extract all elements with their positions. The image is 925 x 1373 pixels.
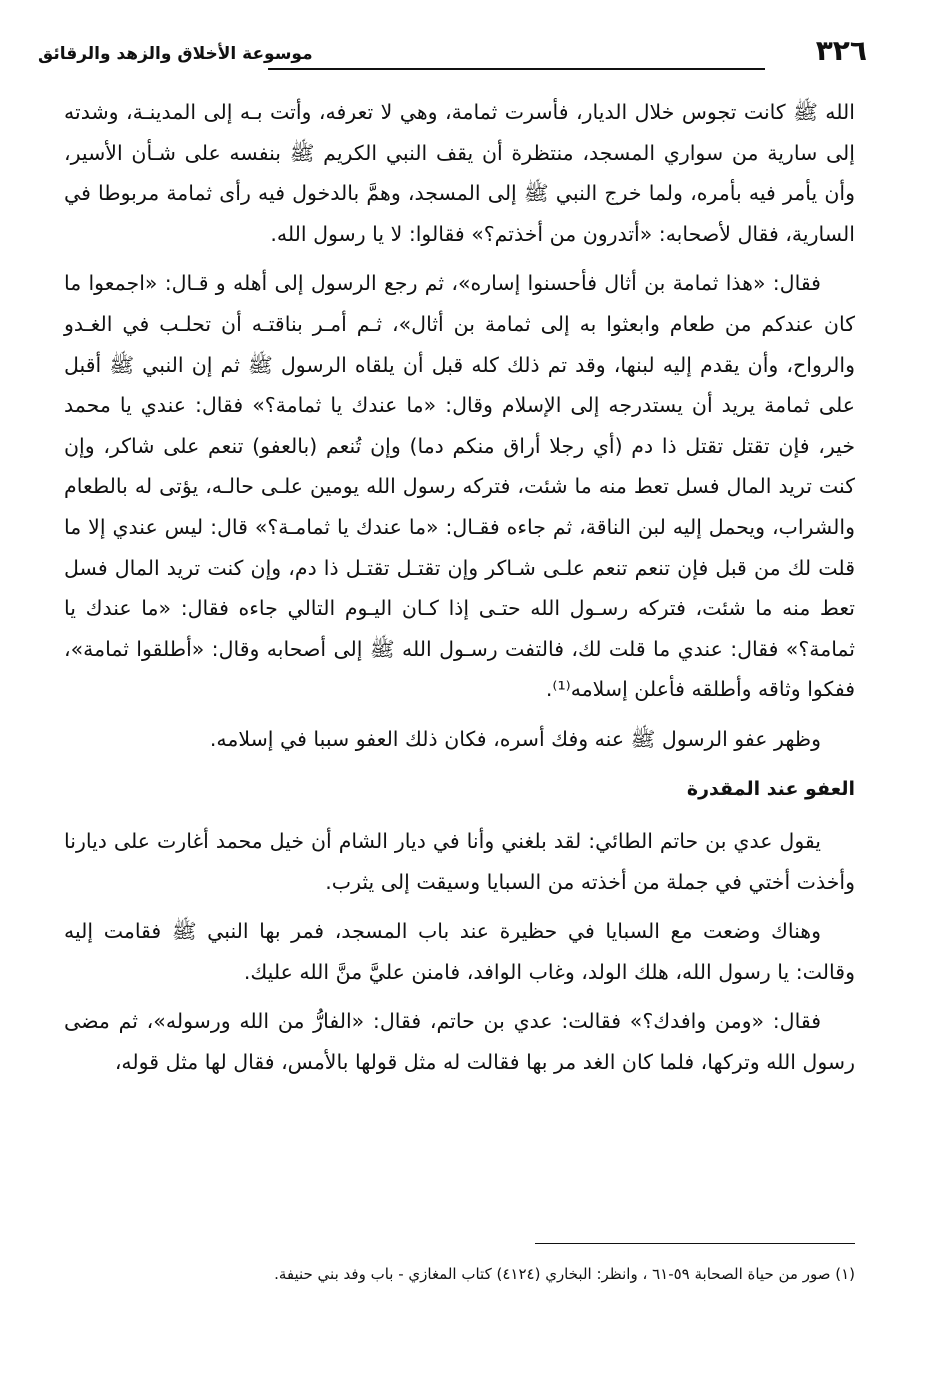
- footnote-rule: [535, 1243, 855, 1244]
- book-title: موسوعة الأخلاق والزهد والرقائق: [38, 44, 313, 64]
- paragraph-1: الله ﷺ كانت تجوس خلال الديار، فأسرت ثمامة، وهي لا تعرفه، وأتت بـه إلى المدينـة، وشدته إلى سارية من سواري المسجد، منتظرة أن يقف النبي الكريم ﷺ بنفسه على شـأن الأسير، وأن يأمر فيه بأمره، ولما خرج النبي ﷺ إلى المسجد، وهمَّ بالدخول فيه رأى ثمامة مربوطا في السارية، فقال لأصحابه: «أتدرون من أخذتم؟» فقالوا: لا يا رسول الله.: [64, 100, 855, 246]
- section-paragraph-3: فقال: «ومن وافدك؟» فقالت: عدي بن حاتم، فقال: «الفارُّ من الله ورسوله»، ثم مضى رسول الله وتركها، فلما كان الغد مر بها فقالت له مثل قولها بالأمس، فقال لها مثل قوله،: [64, 1009, 855, 1075]
- footnote: (١) صور من حياة الصحابة ٥٩-٦١ ، وانظر: البخاري (٤١٢٤) كتاب المغازي - باب وفد بني حنيفة.: [274, 1265, 855, 1283]
- section-heading: العفو عند المقدرة: [686, 777, 855, 800]
- header-rule: [268, 68, 765, 70]
- paragraph-3: وظهر عفو الرسول ﷺ عنه وفك أسره، فكان ذلك العفو سببا في إسلامه.: [209, 726, 821, 751]
- section-paragraph-2: وهناك وضعت مع السبايا في حظيرة عند باب المسجد، فمر بها النبي ﷺ فقامت إليه وقالت: يا رسول الله، هلك الولد، وغاب الوافد، فامنن عليَّ منَّ الله عليك.: [64, 919, 855, 984]
- section-paragraph-1: يقول عدي بن حاتم الطائي: لقد بلغني وأنا في ديار الشام أن خيل محمد أغارت على ديارنا وأخذت أختي في جملة من أخذته من السبايا وسيقت إلى يثرب.: [64, 829, 855, 894]
- paragraph-2: فقال: «هذا ثمامة بن أثال فأحسنوا إساره»، ثم رجع الرسول إلى أهله و قـال: «اجمعوا ما كان عندكم من طعام وابعثوا به إلى ثمامة بن أثال»، ثـم أمـر بناقتـه أن تحلـب في الغـدو والرواح، وأن يقدم إليه لبنها، وقد تم ذلك كله قبل أن يلقاه الرسول ﷺ ثم إن النبي ﷺ أقبل على ثمامة يريد أن يستدرجه إلى الإسلام وقال: «ما عندك يا ثمامة؟» فقال: عندي يا محمد خير، فإن تقتل تقتل ذا دم (أي رجلا أراق منكم دما) وإن تُنعم (بالعفو) تنعم على شاكر، وإن كنت تريد المال فسل تعط منه ما شئت، فتركه رسول الله يومين علـى حالـه، يؤتى له بالطعام والشراب، ويحمل إليه لبن الناقة، ثم جاءه فقـال: «ما عندك يا ثمامـة؟» قال: ليس عندي إلا ما قلت لك من قبل فإن تنعم تنعم علـى شـاكر وإن تقتـل تقتـل ذا دم، وإن كنت تريد المال فسل تعط منه ما شئت، فتركه رسـول الله حتـى إذا كـان اليـوم التالي جاءه فقال: «ما عندك يا ثمامة؟» فقال: عندي ما قلت لك، فالتفت رسـول الله ﷺ إلى أصحابه وقال: «أطلقوا ثمامة»، ففكوا وثاقه وأطلقه فأعلن إسلامه⁽¹⁾.: [64, 271, 855, 702]
- page-number: ٣٢٦: [815, 34, 867, 67]
- page-body: [64, 92, 855, 1092]
- page-header: [38, 30, 867, 82]
